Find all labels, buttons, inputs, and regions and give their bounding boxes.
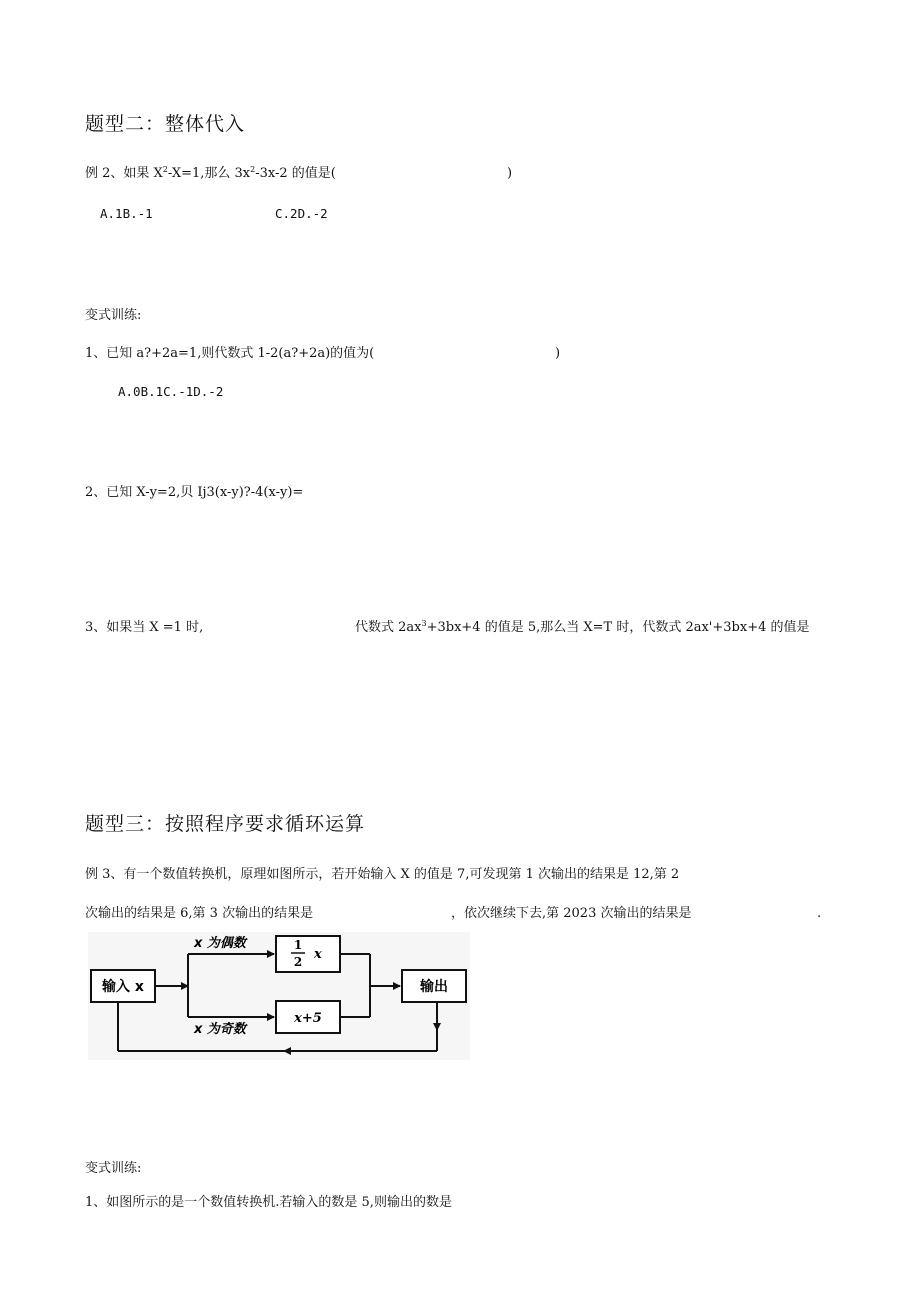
example-2-options-ab: A.1B.-1 xyxy=(100,206,153,221)
example-2-prefix: 例 2、如果 X xyxy=(85,166,163,181)
plus-five-box xyxy=(276,1001,340,1033)
section-heading-3: 题型三：按照程序要求循环运算 xyxy=(85,813,366,835)
output-box xyxy=(402,970,466,1002)
input-box xyxy=(91,970,155,1002)
practice-2-question-1: 1、如图所示的是一个数值转换机.若输入的数是 5,则输出的数是 xyxy=(85,1195,452,1210)
half-box xyxy=(276,936,340,972)
practice-1-question-1-close-paren: ) xyxy=(555,346,561,361)
practice-label-2: 变式训练: xyxy=(85,1161,142,1176)
practice-1-question-3-part2 xyxy=(355,619,810,637)
practice-1-question-2: 2、已知 X-y=2,贝 Ij3(x-y)?-4(x-y)= xyxy=(85,485,304,500)
even-branch-label: x 为偶数 xyxy=(194,936,246,951)
example-2-question xyxy=(85,165,336,183)
exponent: 3 xyxy=(421,619,427,628)
half-numerator: 1 xyxy=(293,938,303,952)
example-2-options-cd: C.2D.-2 xyxy=(275,206,328,221)
practice-1-question-3-part2b: +3bx+4 的值是 5,那么当 X=T 时，代数式 2ax'+3bx+4 的值是 xyxy=(426,620,810,635)
half-variable: x xyxy=(314,947,322,962)
practice-label-1: 变式训练: xyxy=(85,308,142,323)
example-3-line-1: 例 3、有一个数值转换机，原理如图所示，若开始输入 X 的值是 7,可发现第 1 次输出的结果是 12,第 2 xyxy=(85,867,680,882)
input-label: 输入 x xyxy=(102,979,144,995)
example-3-line-2b: ，依次继续下去,第 2023 次输出的结果是 xyxy=(451,906,692,921)
practice-1-question-3-part2a: 代数式 2ax xyxy=(355,620,422,635)
practice-1-question-1: 1、已知 a?+2a=1,则代数式 1-2(a?+2a)的值为( xyxy=(85,346,375,361)
section-heading-2: 题型二：整体代入 xyxy=(85,113,246,135)
odd-branch-label: x 为奇数 xyxy=(194,1022,246,1037)
output-label: 输出 xyxy=(420,979,448,995)
example-2-close-paren: ) xyxy=(507,166,513,181)
practice-1-question-1-options: A.0B.1C.-1D.-2 xyxy=(118,384,224,399)
conversion-flowchart xyxy=(88,932,470,1060)
example-2-mid: -X=1,那么 3x xyxy=(167,166,251,181)
example-3-line-2c: . xyxy=(817,906,822,921)
half-denominator: 2 xyxy=(293,955,303,969)
practice-1-question-3-part1: 3、如果当 X =1 时, xyxy=(85,620,204,635)
exponent: 2 xyxy=(250,165,256,174)
example-2-suffix: -3x-2 的值是( xyxy=(255,166,336,181)
plus-five-label: x+5 xyxy=(294,1011,322,1026)
exponent: 2 xyxy=(162,165,168,174)
example-3-line-2a: 次输出的结果是 6,第 3 次输出的结果是 xyxy=(85,906,314,921)
